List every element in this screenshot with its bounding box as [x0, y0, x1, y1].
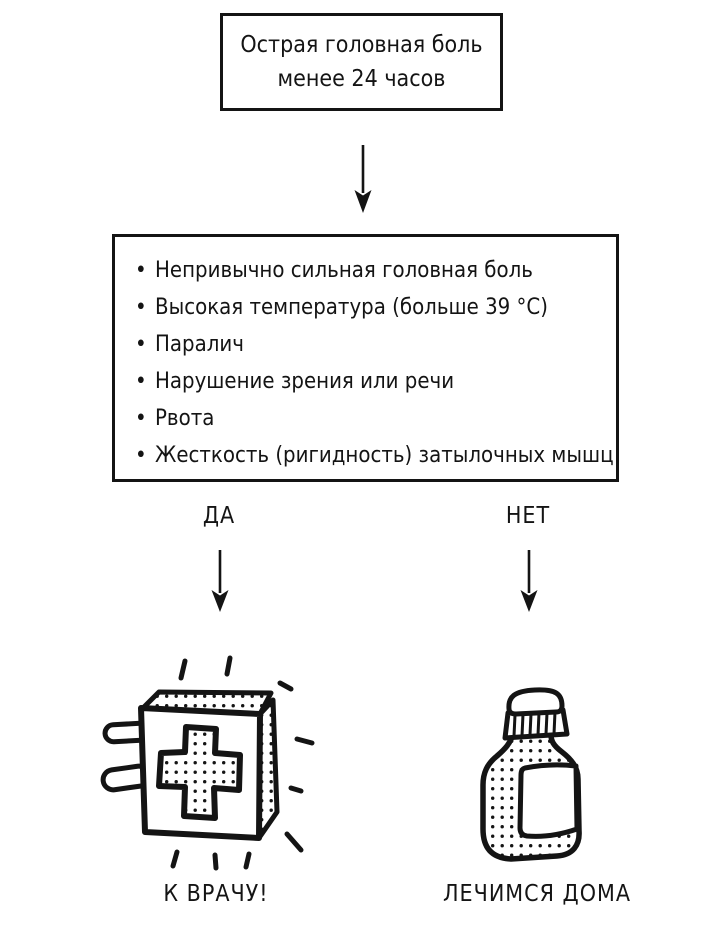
symptom-item: • Непривычно сильная головная боль: [155, 252, 606, 289]
medicine-bottle-icon: [461, 681, 621, 875]
start-box-line2: менее 24 часов: [277, 66, 446, 92]
no-outcome-label: ЛЕЧИМСЯ ДОМА: [442, 881, 632, 907]
start-box-line1: Острая головная боль: [240, 32, 483, 58]
symptoms-list: [115, 237, 616, 474]
yes-outcome-label: К ВРАЧУ!: [163, 881, 269, 907]
arrow-down-icon: [207, 548, 233, 616]
arrow-down-icon: [350, 143, 376, 217]
symptoms-box: [112, 234, 619, 482]
no-branch-label: НЕТ: [505, 503, 551, 529]
symptom-item: • Рвота: [155, 400, 606, 437]
first-aid-kit-icon: [97, 636, 342, 886]
start-box: [220, 13, 503, 111]
yes-branch-label: ДА: [202, 503, 236, 529]
symptom-item: • Жесткость (ригидность) затылочных мышц: [155, 437, 606, 474]
symptom-item: • Нарушение зрения или речи: [155, 363, 606, 400]
symptom-item: • Паралич: [155, 326, 606, 363]
symptom-item: • Высокая температура (больше 39 °C): [155, 289, 606, 326]
arrow-down-icon: [516, 548, 542, 616]
